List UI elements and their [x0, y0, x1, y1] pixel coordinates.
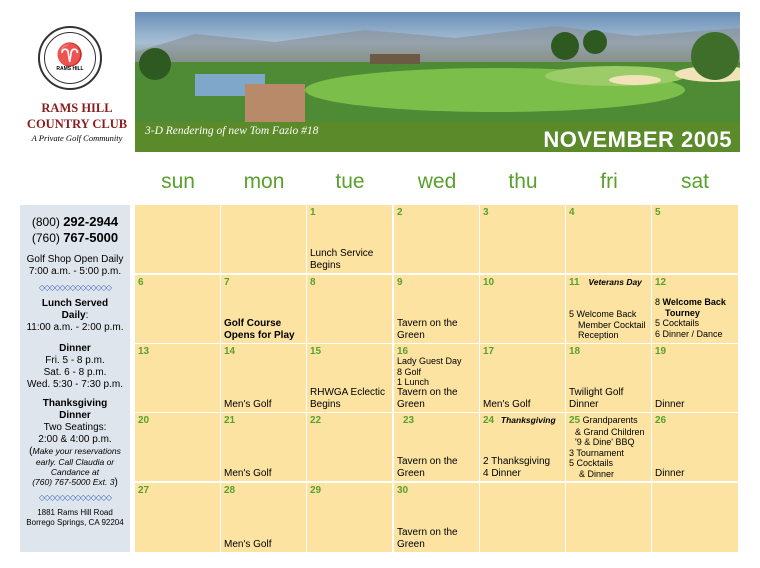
- day-number: 16: [397, 346, 409, 357]
- day-cell-2: [394, 205, 479, 273]
- event-line: 5 Welcome Back: [569, 309, 637, 319]
- day-number: 10: [483, 277, 495, 288]
- cell-empty: [652, 483, 738, 552]
- day-number: 19: [655, 346, 667, 357]
- header-bar: [135, 122, 740, 152]
- hero-golf-course-image: [135, 12, 740, 122]
- event-line: 6 Dinner / Dance: [655, 328, 723, 339]
- day-cell-3: [480, 205, 565, 273]
- day-cell-26: [652, 413, 738, 481]
- thanks-paren-close: ): [114, 477, 118, 488]
- event-line: Begins: [310, 259, 341, 271]
- address-line2: Borrego Springs, CA 92204: [26, 518, 124, 527]
- day-number: 17: [483, 346, 495, 357]
- thanks-line2: 2:00 & 4:00 p.m.: [38, 434, 112, 445]
- dinner-line3: Wed. 5:30 - 7:30 p.m.: [27, 379, 123, 390]
- event-line: Tavern on the: [397, 456, 458, 467]
- day-cell-7: [221, 275, 306, 343]
- hero-caption: 3-D Rendering of new Tom Fazio #18: [145, 125, 319, 137]
- event-line: Grandparents: [582, 415, 638, 425]
- phone1-prefix: (800): [31, 215, 60, 229]
- day-cell-8: [307, 275, 392, 343]
- event-line: Dinner: [655, 467, 685, 479]
- event-line: Dinner: [569, 398, 599, 410]
- day-number: 7: [224, 277, 230, 288]
- event-line: Men's Golf: [224, 398, 272, 410]
- thanks-line1: Two Seatings:: [43, 422, 107, 433]
- day-cell-5: [652, 205, 738, 273]
- event-line: Twilight Golf: [569, 387, 624, 398]
- club-name: [20, 100, 134, 132]
- golf-shop-line1: Golf Shop Open Daily: [26, 254, 124, 265]
- day-number: 14: [224, 346, 236, 357]
- holiday-title: Thanksgiving: [500, 415, 556, 425]
- event-line: Dinner: [655, 398, 685, 410]
- day-cell-23: [394, 413, 479, 481]
- lunch-heading-1: Lunch Served: [41, 298, 109, 309]
- thanks-heading-1: Thanksgiving: [42, 398, 108, 409]
- event-line: 1 Lunch: [397, 377, 430, 387]
- day-cell-21: [221, 413, 306, 481]
- club-name-line2: COUNTRY CLUB: [26, 117, 128, 131]
- event-line: Begins: [310, 398, 341, 410]
- phone1-number: 292-2944: [63, 214, 119, 229]
- day-cell-28: [221, 483, 306, 552]
- thanksgiving-info: [20, 398, 130, 488]
- event-line: Opens for Play: [224, 329, 295, 341]
- day-number: 3: [483, 207, 489, 218]
- dow-sun: sun: [161, 170, 195, 193]
- day-cell-18: [566, 344, 651, 412]
- day-number: 24: [483, 415, 495, 426]
- day-cell-20: [135, 413, 220, 481]
- ram-icon: ♈: [56, 42, 84, 67]
- event-line: Men's Golf: [483, 398, 531, 410]
- lunch-colon: :: [85, 310, 89, 321]
- event-line: 5 Cocktails: [569, 458, 614, 468]
- dinner-heading: Dinner: [59, 343, 91, 354]
- divider-1: ◇◇◇◇◇◇◇◇◇◇◇◇◇◇: [38, 283, 112, 292]
- event-line: Golf Course: [224, 318, 282, 329]
- dow-tue: tue: [335, 170, 365, 193]
- event-line: 3 Tournament: [569, 447, 624, 458]
- day-number: 5: [655, 207, 661, 218]
- event-line: '9 & Dine' BBQ: [575, 437, 635, 447]
- club-tagline: A Private Golf Community: [31, 133, 123, 143]
- event-line: Men's Golf: [224, 467, 272, 479]
- day-number: 8: [310, 277, 316, 288]
- thanks-note: [20, 446, 130, 488]
- day-number: 25: [569, 415, 581, 426]
- day-cell-12: [652, 275, 738, 343]
- day-number: 15: [310, 346, 322, 357]
- cell-empty: [480, 483, 565, 552]
- dinner-info: [20, 343, 130, 391]
- logo-text: RAMS HILL: [56, 66, 84, 72]
- day-number: 2: [397, 207, 403, 218]
- day-cell-4: [566, 205, 651, 273]
- day-cell-22: [307, 413, 392, 481]
- cell-empty: [221, 205, 306, 273]
- thanks-paren-open: (: [29, 446, 33, 457]
- hero-illustration: [135, 12, 740, 122]
- day-cell-27: [135, 483, 220, 552]
- day-number: 22: [310, 415, 322, 426]
- thanks-heading-2: Dinner: [59, 410, 91, 421]
- day-number: 23: [403, 415, 415, 426]
- day-number: 6: [138, 277, 144, 288]
- day-number: 21: [224, 415, 236, 426]
- dow-thu: thu: [508, 170, 538, 193]
- event-line: 4 Dinner: [483, 467, 521, 479]
- event-line: RHWGA Eclectic: [310, 387, 386, 398]
- event-line: Tavern on the: [397, 318, 458, 329]
- day-number: 12: [655, 277, 667, 288]
- event-line: Green: [397, 467, 425, 479]
- day-cell-16: [394, 344, 479, 412]
- day-number: 29: [310, 485, 322, 496]
- lunch-info: [20, 298, 130, 334]
- event-line: Green: [397, 538, 425, 550]
- club-name-line1: RAMS HILL: [41, 101, 113, 115]
- day-number: 18: [569, 346, 581, 357]
- event-line: 2 Thanksgiving: [483, 456, 551, 467]
- event-line: & Dinner: [579, 468, 615, 479]
- event-line: Lunch Service: [310, 248, 374, 259]
- event-line: Reception: [578, 330, 619, 340]
- day-cell-6: [135, 275, 220, 343]
- address-line1: 1881 Rams Hill Road: [37, 508, 113, 517]
- event-line: Welcome Back: [662, 297, 726, 307]
- day-cell-29: [307, 483, 392, 552]
- lunch-hours: 11:00 a.m. - 2:00 p.m.: [26, 322, 124, 333]
- day-number: 28: [224, 485, 236, 496]
- event-line: Tourney: [665, 307, 700, 318]
- dow-sat: sat: [680, 170, 709, 193]
- dinner-line2: Sat. 6 - 8 p.m.: [43, 367, 107, 378]
- day-cell-9: [394, 275, 479, 343]
- event-line: Tavern on the: [397, 387, 458, 398]
- event-line: & Grand Children: [575, 426, 645, 437]
- day-cell-10: [480, 275, 565, 343]
- cell-empty: [135, 205, 220, 273]
- day-cell-24: [480, 413, 565, 481]
- event-line: Green: [397, 329, 425, 341]
- event-line: Member Cocktail: [578, 319, 646, 330]
- phone2-number: 767-5000: [63, 230, 119, 245]
- day-cell-1: [307, 205, 392, 273]
- dow-fri: fri: [600, 170, 618, 193]
- day-number: 11: [569, 277, 580, 288]
- day-number: 4: [569, 207, 575, 218]
- event-line: 5 Cocktails: [655, 318, 700, 328]
- event-line: 8 Golf: [397, 366, 422, 377]
- club-address: [20, 508, 130, 528]
- day-number: 13: [138, 346, 150, 357]
- cell-empty: [566, 483, 651, 552]
- day-cell-30: [394, 483, 479, 552]
- day-number: 30: [397, 485, 409, 496]
- holiday-title: Veterans Day: [588, 277, 642, 287]
- dow-wed: wed: [417, 170, 457, 193]
- thanks-note2: (760) 767-5000 Ext. 3: [32, 477, 115, 487]
- event-line: Lady Guest Day: [397, 356, 462, 366]
- phone2-prefix: (760): [31, 231, 60, 245]
- divider-2: ◇◇◇◇◇◇◇◇◇◇◇◇◇◇: [38, 493, 112, 502]
- day-number: 1: [310, 207, 316, 218]
- lunch-heading-2: Daily: [61, 310, 86, 321]
- dinner-line1: Fri. 5 - 8 p.m.: [45, 355, 105, 366]
- event-line: Tavern on the: [397, 527, 458, 538]
- info-sidebar: [20, 205, 130, 552]
- month-title: NOVEMBER 2005: [543, 127, 732, 152]
- event-line: Green: [397, 398, 425, 410]
- day-cell-15: [307, 344, 392, 412]
- day-cell-19: [652, 344, 738, 412]
- logo-inner: [44, 32, 96, 84]
- golf-shop-line2: 7:00 a.m. - 5:00 p.m.: [28, 266, 122, 277]
- day-cell-17: [480, 344, 565, 412]
- phone-numbers: [20, 214, 130, 246]
- day-cell-25: [566, 413, 651, 481]
- golf-shop-hours: [20, 254, 130, 278]
- day-cell-13: [135, 344, 220, 412]
- day-number: 9: [397, 277, 403, 288]
- day-cell-14: [221, 344, 306, 412]
- day-number: 26: [655, 415, 667, 426]
- club-logo: [38, 26, 102, 90]
- day-number: 27: [138, 485, 150, 496]
- event-time: 8: [655, 297, 663, 307]
- dow-mon: mon: [243, 170, 285, 193]
- day-number: 20: [138, 415, 150, 426]
- thanks-note1: Make your reservations early. Call Claudia or Candance at: [32, 446, 121, 477]
- event-line: Men's Golf: [224, 538, 272, 550]
- day-cell-11: [566, 275, 651, 343]
